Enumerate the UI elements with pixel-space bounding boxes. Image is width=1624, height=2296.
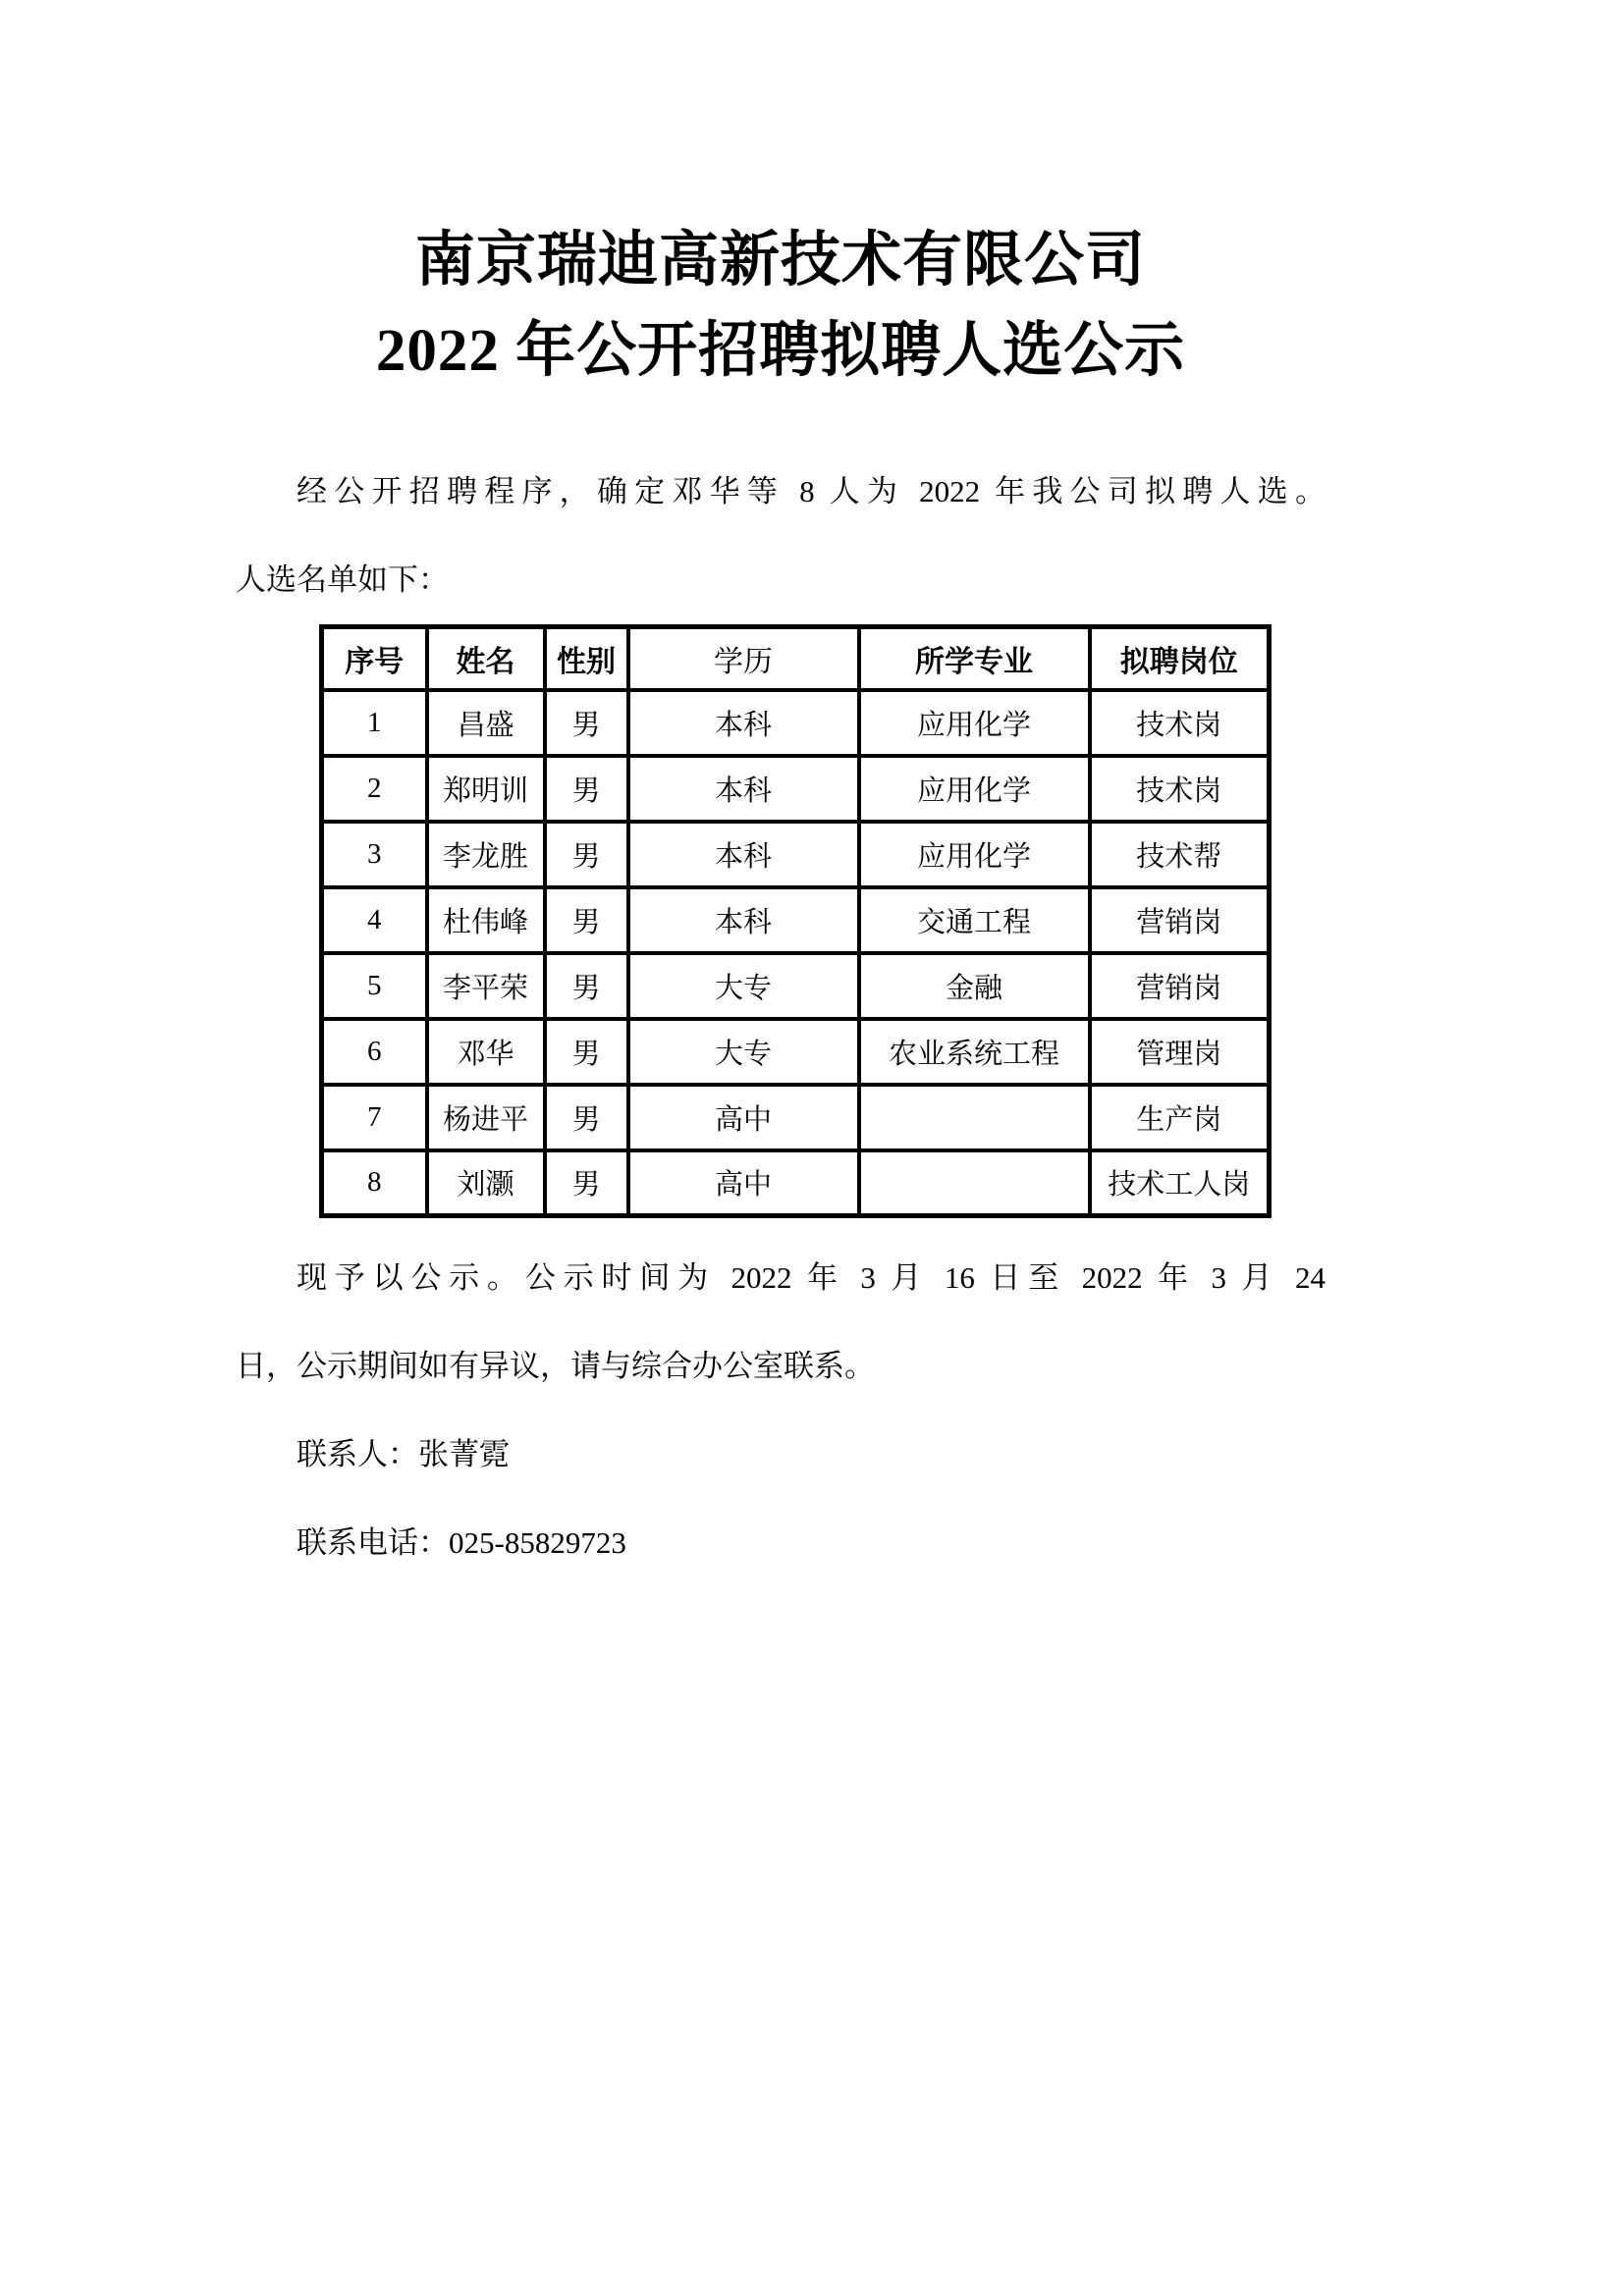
- table-row-7: [322, 1085, 1270, 1150]
- table-row-2: [322, 756, 1270, 822]
- table-header-row: [322, 627, 1270, 690]
- candidates-table: [319, 624, 1272, 1218]
- cell-name: 杨进平: [427, 1085, 545, 1150]
- cell-position: 技术岗: [1090, 690, 1270, 756]
- closing-paragraph: [236, 1234, 1326, 1411]
- cell-major: 应用化学: [859, 756, 1090, 822]
- header-position: 拟聘岗位: [1090, 627, 1270, 690]
- header-education: 学历: [628, 627, 859, 690]
- table-row-5: [322, 953, 1270, 1019]
- cell-gender: 男: [545, 1085, 628, 1150]
- cell-gender: 男: [545, 822, 628, 887]
- cell-serial: 2: [322, 756, 427, 822]
- intro-line-2: 人选名单如下：: [236, 562, 449, 597]
- cell-name: 昌盛: [427, 690, 545, 756]
- cell-education: 本科: [628, 756, 859, 822]
- header-major: 所学专业: [859, 627, 1090, 690]
- cell-name: 李龙胜: [427, 822, 545, 887]
- cell-education: 本科: [628, 690, 859, 756]
- cell-position: 技术帮: [1090, 822, 1270, 887]
- cell-serial: 4: [322, 887, 427, 953]
- cell-name: 邓华: [427, 1019, 545, 1085]
- cell-education: 高中: [628, 1150, 859, 1216]
- cell-major: [859, 1150, 1090, 1216]
- cell-gender: 男: [545, 756, 628, 822]
- contact-person-line: 联系人：张菁霓: [297, 1437, 510, 1471]
- cell-position: 技术岗: [1090, 756, 1270, 822]
- document-title-line1: 南京瑞迪高新技术有限公司: [414, 228, 1146, 294]
- cell-education: 大专: [628, 1019, 859, 1085]
- cell-major: 应用化学: [859, 690, 1090, 756]
- cell-position: 技术工人岗: [1090, 1150, 1270, 1216]
- header-gender: 性别: [545, 627, 628, 690]
- cell-serial: 8: [322, 1150, 427, 1216]
- cell-name: 杜伟峰: [427, 887, 545, 953]
- cell-gender: 男: [545, 690, 628, 756]
- cell-gender: 男: [545, 1019, 628, 1085]
- cell-position: 管理岗: [1090, 1019, 1270, 1085]
- intro-paragraph: [236, 448, 1326, 624]
- table-row-4: [322, 887, 1270, 953]
- cell-major: 农业系统工程: [859, 1019, 1090, 1085]
- cell-gender: 男: [545, 1150, 628, 1216]
- cell-serial: 3: [322, 822, 427, 887]
- cell-position: 营销岗: [1090, 953, 1270, 1019]
- cell-name: 刘灏: [427, 1150, 545, 1216]
- contact-phone-line: 联系电话：025-85829723: [297, 1525, 626, 1560]
- cell-serial: 7: [322, 1085, 427, 1150]
- table-row-3: [322, 822, 1270, 887]
- table-row-6: [322, 1019, 1270, 1085]
- header-serial-number: 序号: [322, 627, 427, 690]
- cell-major: 应用化学: [859, 822, 1090, 887]
- cell-major: 交通工程: [859, 887, 1090, 953]
- cell-major: [859, 1085, 1090, 1150]
- table-row-1: [322, 690, 1270, 756]
- cell-gender: 男: [545, 887, 628, 953]
- cell-name: 李平荣: [427, 953, 545, 1019]
- closing-line-2: 日，公示期间如有异议，请与综合办公室联系。: [236, 1349, 875, 1383]
- cell-major: 金融: [859, 953, 1090, 1019]
- document-title-line2: 2022 年公开招聘拟聘人选公示: [375, 318, 1186, 384]
- cell-serial: 6: [322, 1019, 427, 1085]
- intro-line-1: 经公开招聘程序，确定邓华等 8 人为 2022 年我公司拟聘人选。: [297, 474, 1326, 508]
- cell-education: 高中: [628, 1085, 859, 1150]
- cell-name: 郑明训: [427, 756, 545, 822]
- cell-education: 本科: [628, 887, 859, 953]
- cell-education: 本科: [628, 822, 859, 887]
- closing-line-1: 现予以公示。公示时间为 2022 年 3 月 16 日至 2022 年 3 月 24: [297, 1260, 1326, 1295]
- cell-position: 生产岗: [1090, 1085, 1270, 1150]
- cell-serial: 1: [322, 690, 427, 756]
- table-row-8: [322, 1150, 1270, 1216]
- cell-position: 营销岗: [1090, 887, 1270, 953]
- cell-gender: 男: [545, 953, 628, 1019]
- header-name: 姓名: [427, 627, 545, 690]
- cell-education: 大专: [628, 953, 859, 1019]
- cell-serial: 5: [322, 953, 427, 1019]
- contact-block: [236, 1411, 1326, 1587]
